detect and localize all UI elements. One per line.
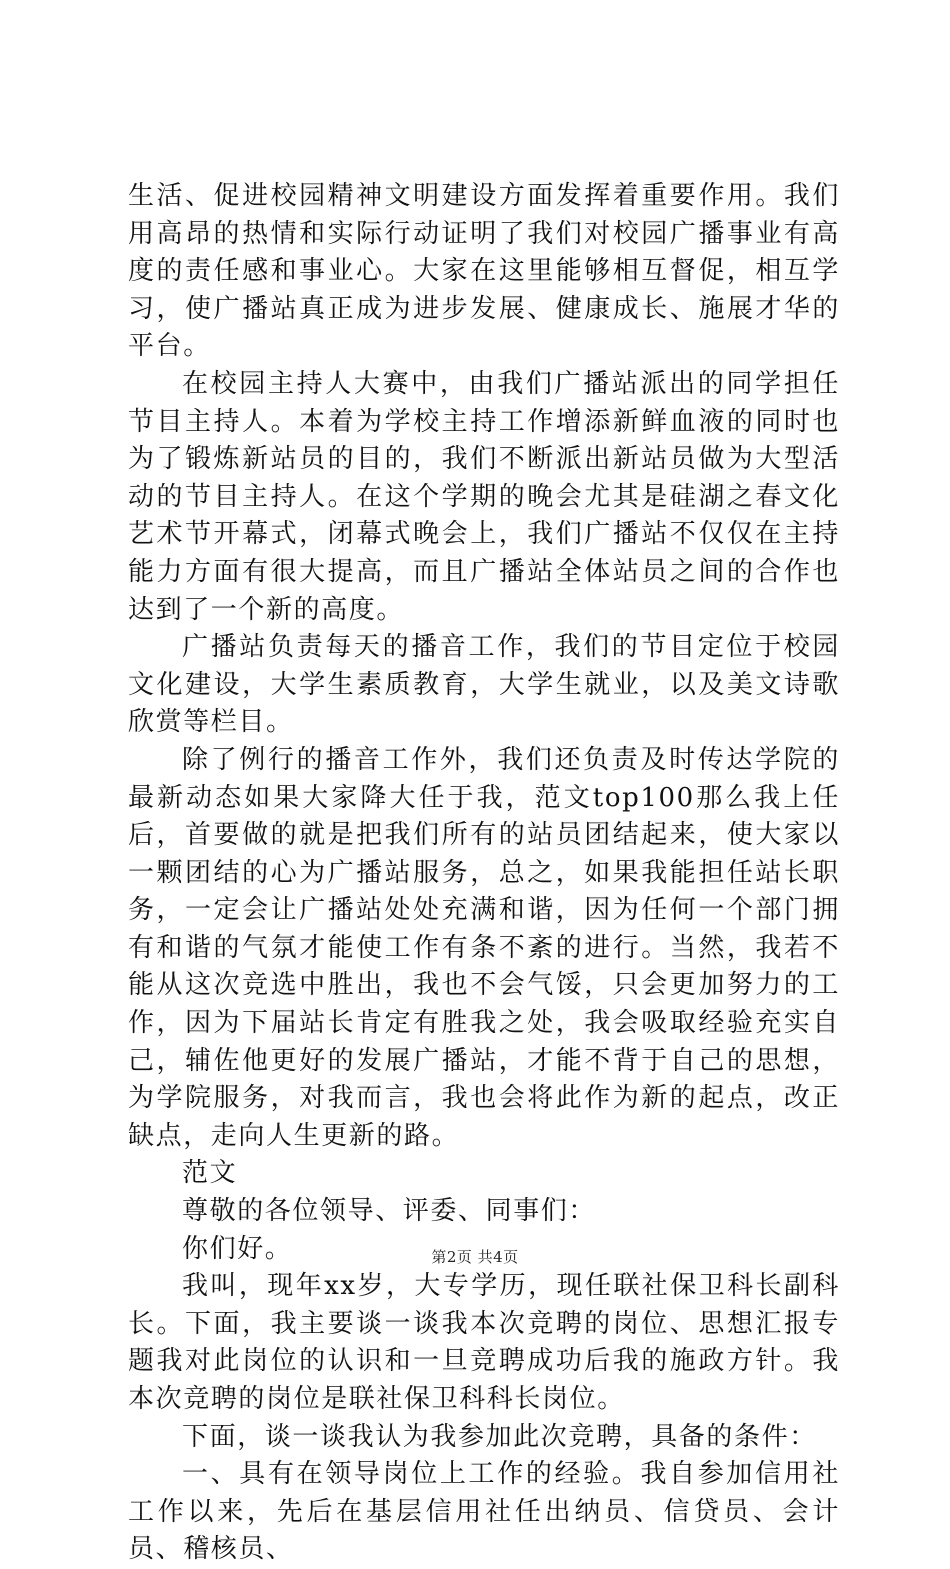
paragraph-1: 生活、促进校园精神文明建设方面发挥着重要作用。我们用高昂的热情和实际行动证明了我们对校园广播事业有高度的责任感和事业心。大家在这里能够相互督促，相互学习，使广播站真正成为进步发展、健康成长、施展才华的平台。 — [128, 181, 840, 362]
document-body — [128, 178, 840, 1569]
page-number-footer: 第2页 共4页 — [431, 1248, 519, 1266]
paragraph-3: 广播站负责每天的播音工作，我们的节目定位于校园文化建设，大学生素质教育，大学生就业，以及美文诗歌欣赏等栏目。 — [128, 632, 840, 738]
paragraph-10: 一、具有在领导岗位上工作的经验。我自参加信用社工作以来，先后在基层信用社任出纳员、信贷员、会计员、稽核员、 — [128, 1459, 840, 1565]
paragraph-4: 除了例行的播音工作外，我们还负责及时传达学院的最新动态如果大家降大任于我，范文top100那么我上任后，首要做的就是把我们所有的站员团结起来，使大家以一颗团结的心为广播站服务，总之，如果我能担任站长职务，一定会让广播站处处充满和谐，因为任何一个部门拥有和谐的气氛才能使工作有条不紊的进行。当然，我若不能从这次竞选中胜出，我也不会气馁，只会更加努力的工作，因为下届站长肯定有胜我之处，我会吸取经验充实自己，辅佐他更好的发展广播站，才能不背于自己的思想，为学院服务，对我而言，我也会将此作为新的起点，改正缺点，走向人生更新的路。 — [128, 744, 840, 1151]
paragraph-7: 你们好。 — [182, 1233, 293, 1264]
paragraph-6: 尊敬的各位领导、评委、同事们： — [182, 1196, 597, 1227]
paragraph-2: 在校园主持人大赛中，由我们广播站派出的同学担任节目主持人。本着为学校主持工作增添新鲜血液的同时也为了锻炼新站员的目的，我们不断派出新站员做为大型活动的节目主持人。在这个学期的晚会尤其是硅湖之春文化艺术节开幕式，闭幕式晚会上，我们广播站不仅仅在主持能力方面有很大提高，而且广播站全体站员之间的合作也达到了一个新的高度。 — [128, 368, 840, 625]
paragraph-5: 范文 — [182, 1158, 238, 1189]
paragraph-8: 我叫，现年xx岁，大专学历，现任联社保卫科长副科长。下面，我主要谈一谈我本次竞聘的岗位、思想汇报专题我对此岗位的认识和一旦竞聘成功后我的施政方针。我本次竞聘的岗位是联社保卫科科长岗位。 — [128, 1271, 840, 1414]
paragraph-9: 下面，谈一谈我认为我参加此次竞聘，具备的条件： — [182, 1421, 817, 1452]
